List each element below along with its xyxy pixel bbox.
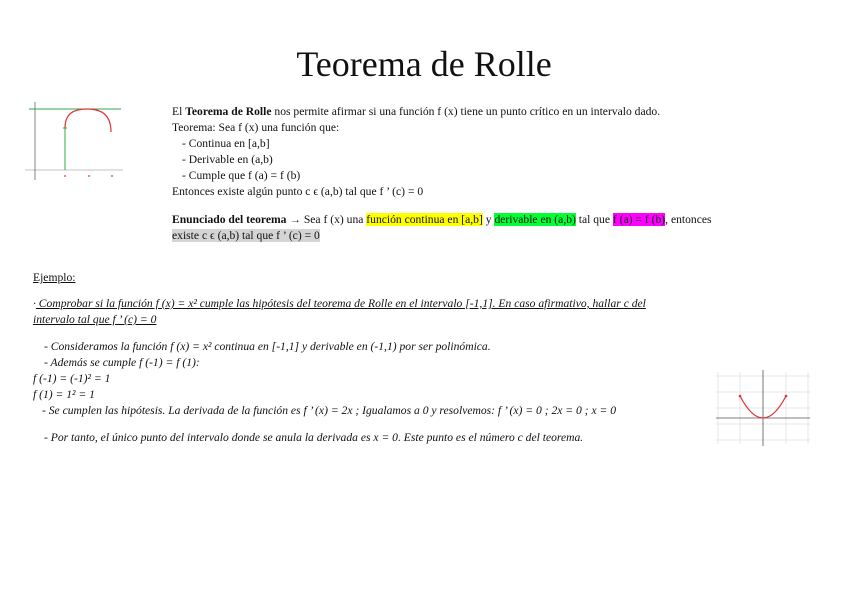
example-step-4: - Por tanto, el único punto del intervalo donde se anula la derivada es x = 0. Este punto es el número c del teorema.: [44, 431, 584, 444]
statement-line-2: [172, 228, 320, 244]
highlight-equal: f (a) = f (b): [612, 213, 666, 226]
example-task-line-2: intervalo tal que f ’ (c) = 0: [33, 313, 157, 326]
highlight-derivable: derivable en (a,b): [494, 213, 576, 226]
condition-equal-values: - Cumple que f (a) = f (b): [182, 169, 301, 182]
page-title: Teorema de Rolle: [296, 44, 552, 84]
intro-paragraph: El Teorema de Rolle nos permite afirmar si una función f (x) tiene un punto crítico en un intervalo dado.: [172, 105, 661, 118]
condition-derivable: - Derivable en (a,b): [182, 153, 273, 166]
condition-continuous: - Continua en [a,b]: [182, 137, 270, 150]
theorem-conclusion: Entonces existe algún punto c ϵ (a,b) tal que f ’ (c) = 0: [172, 185, 424, 198]
theorem-statement-line: Teorema: Sea f (x) una función que:: [172, 121, 340, 134]
example-calc-1: f (-1) = (-1)² = 1: [33, 372, 111, 385]
example-calc-2: f (1) = 1² = 1: [33, 388, 95, 401]
statement-line-1: Enunciado del teorema → Sea f (x) una función continua en [a,b] y derivable en (a,b) tal que f (a) = f (b), entonces: [172, 213, 712, 226]
statement-label: Enunciado del teorema: [172, 213, 287, 226]
example-step-1: - Consideramos la función f (x) = x² continua en [-1,1] y derivable en (-1,1) por ser polinómica.: [44, 340, 491, 353]
example-heading: Ejemplo:: [33, 271, 76, 284]
highlight-continuous: función continua en [a,b]: [366, 213, 483, 226]
highlight-conclusion: existe c ϵ (a,b) tal que f ’ (c) = 0: [172, 229, 320, 242]
example-step-3: - Se cumplen las hipótesis. La derivada de la función es f ’ (x) = 2x ; Igualamos a 0 y resolvemos: f ’ (x) = 0 ; 2x = 0 ; x = 0: [42, 404, 617, 417]
parabola-graph: [714, 370, 812, 448]
rolle-arc-graph: [25, 100, 125, 182]
example-step-2: - Además se cumple f (-1) = f (1):: [44, 356, 200, 369]
arrow-icon: →: [289, 213, 301, 226]
example-task-line-1: · Comprobar si la función f (x) = x² cumple las hipótesis del teorema de Rolle en el intervalo [-1,1]. En caso afirmativo, hallar c del: [33, 297, 646, 310]
